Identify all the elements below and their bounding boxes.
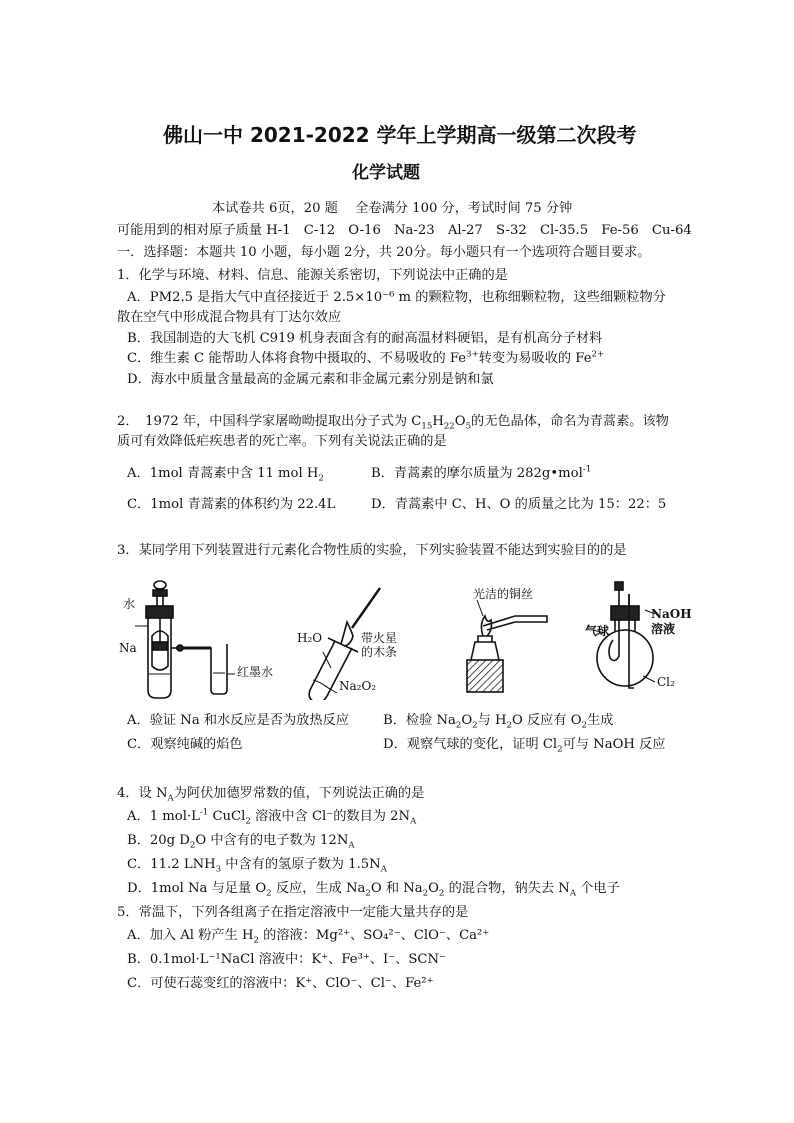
exam-info: 本试卷共 6页，20 题 全卷满分 100 分，考试时间 75 分钟 bbox=[212, 201, 573, 216]
q1-option-a-line2: 散在空气中形成混合物具有丁达尔效应 bbox=[117, 310, 342, 325]
q1-option-d: D．海水中质量含量最高的金属元素和非金属元素分别是钠和氯 bbox=[127, 372, 494, 387]
q4-option-a: A．1 $mol\cdot L^{-1}$ CuCl$_2$ 溶液中含 Cl⁻的数目为 $2N_A$ bbox=[127, 807, 417, 827]
apparatus-c bbox=[467, 600, 547, 692]
q4-stem: 4．设 $N_A$为阿伏加德罗常数的值，下列说法正确的是 bbox=[117, 786, 425, 804]
label-naoh: NaOH bbox=[651, 607, 692, 621]
q5-stem: 5．常温下，下列各组离子在指定溶液中一定能大量共存的是 bbox=[117, 905, 469, 920]
label-spark1: 带火星 bbox=[361, 631, 398, 645]
label-spark2: 的木条 bbox=[361, 645, 398, 659]
label-cl2: Cl₂ bbox=[657, 675, 675, 689]
q3-option-b: B．检验 $Na_2O_2$与 $H_2O$ 反应有 $O_2$生成 bbox=[383, 713, 614, 731]
label-red-ink: 红墨水 bbox=[237, 665, 274, 679]
q2-option-b: B．青蒿素的摩尔质量为 282g•mol$^{-1}$ bbox=[371, 464, 592, 481]
q5-option-c: C．可使石蕊变红的溶液中：K⁺、ClO⁻、Cl⁻、Fe²⁺ bbox=[127, 976, 434, 991]
q3-option-c: C．观察纯碱的焰色 bbox=[127, 737, 243, 752]
label-na: Na bbox=[119, 641, 137, 655]
q1-stem: 1．化学与环境、材料、信息、能源关系密切，下列说法中正确的是 bbox=[117, 268, 508, 283]
q3-apparatus-figure bbox=[115, 578, 705, 700]
page-subtitle: 化学试题 bbox=[352, 163, 420, 183]
label-balloon: 气球 bbox=[585, 624, 610, 638]
q4-option-c: C．11.2 $LNH_3$ 中含有的氢原子数为 $1.5N_A$ bbox=[127, 857, 387, 875]
q5-option-a: A．加入 Al 粉产生 $H_2$ 的溶液：Mg²⁺、SO₄²⁻、ClO⁻、Ca²⁺ bbox=[127, 928, 490, 946]
q2-option-d: D．青蒿素中 C、H、O 的质量之比为 15：22：5 bbox=[371, 497, 667, 512]
q5-option-b: B．0.1mol·L⁻¹NaCl 溶液中：K⁺、Fe³⁺、I⁻、SCN⁻ bbox=[127, 952, 447, 967]
q1-option-a-line1: A．PM2.5 是指大气中直径接近于 2.5×10⁻⁶ m 的颗粒物，也称细颗粒物，这些细颗粒物分 bbox=[127, 290, 666, 305]
q3-option-a: A．验证 Na 和水反应是否为放热反应 bbox=[127, 713, 349, 728]
q4-option-d: D．1mol Na 与足量 $O_2$ 反应，生成 $Na_2O$ 和 $Na_2O_2$ 的混合物，钠失去 $N_A$ 个电子 bbox=[127, 881, 620, 899]
label-copper: 光洁的铜丝 bbox=[473, 587, 534, 601]
q2-stem-line1: 2． 1972 年，中国科学家屠呦呦提取出分子式为 $C_{15}H_{22}O_5$的无色晶体，命名为青蒿素。该物 bbox=[117, 414, 669, 432]
q2-option-a: A．1mol 青蒿素中含 11 mol $H_2$ bbox=[127, 466, 324, 484]
q2-option-c: C．1mol 青蒿素的体积约为 22.4L bbox=[127, 497, 336, 512]
q4-option-b: B．20g $D_2O$ 中含有的电子数为 $12N_A$ bbox=[127, 833, 355, 851]
apparatus-a bbox=[135, 581, 235, 698]
label-solution: 溶液 bbox=[651, 622, 676, 636]
page-title: 佛山一中 2021-2022 学年上学期高一级第二次段考 bbox=[163, 123, 637, 147]
atomic-masses: 可能用到的相对原子质量 H-1 C-12 O-16 Na-23 Al-27 S-32 Cl-35.5 Fe-56 Cu-64 bbox=[117, 223, 692, 238]
section-heading: 一．选择题：本题共 10 小题，每小题 2分，共 20分。每小题只有一个选项符合题目要求。 bbox=[117, 245, 651, 260]
label-na2o2: Na₂O₂ bbox=[339, 679, 377, 693]
q1-option-b: B．我国制造的大飞机 C919 机身表面含有的耐高温材料硬铝，是有机高分子材料 bbox=[127, 331, 603, 346]
q2-stem-line2: 质可有效降低疟疾患者的死亡率。下列有关说法正确的是 bbox=[117, 434, 447, 449]
q3-stem: 3．某同学用下列装置进行元素化合物性质的实验，下列实验装置不能达到实验目的的是 bbox=[117, 543, 627, 558]
q1-option-c: C．维生素 C 能帮助人体将食物中摄取的、不易吸收的 $Fe^{3+}$转变为易吸收的 $Fe^{2+}$ bbox=[127, 349, 605, 366]
q3-option-d: D．观察气球的变化，证明 $Cl_2$可与 NaOH 反应 bbox=[383, 737, 666, 755]
label-h2o: H₂O bbox=[297, 631, 323, 645]
label-water: 水 bbox=[123, 597, 136, 611]
